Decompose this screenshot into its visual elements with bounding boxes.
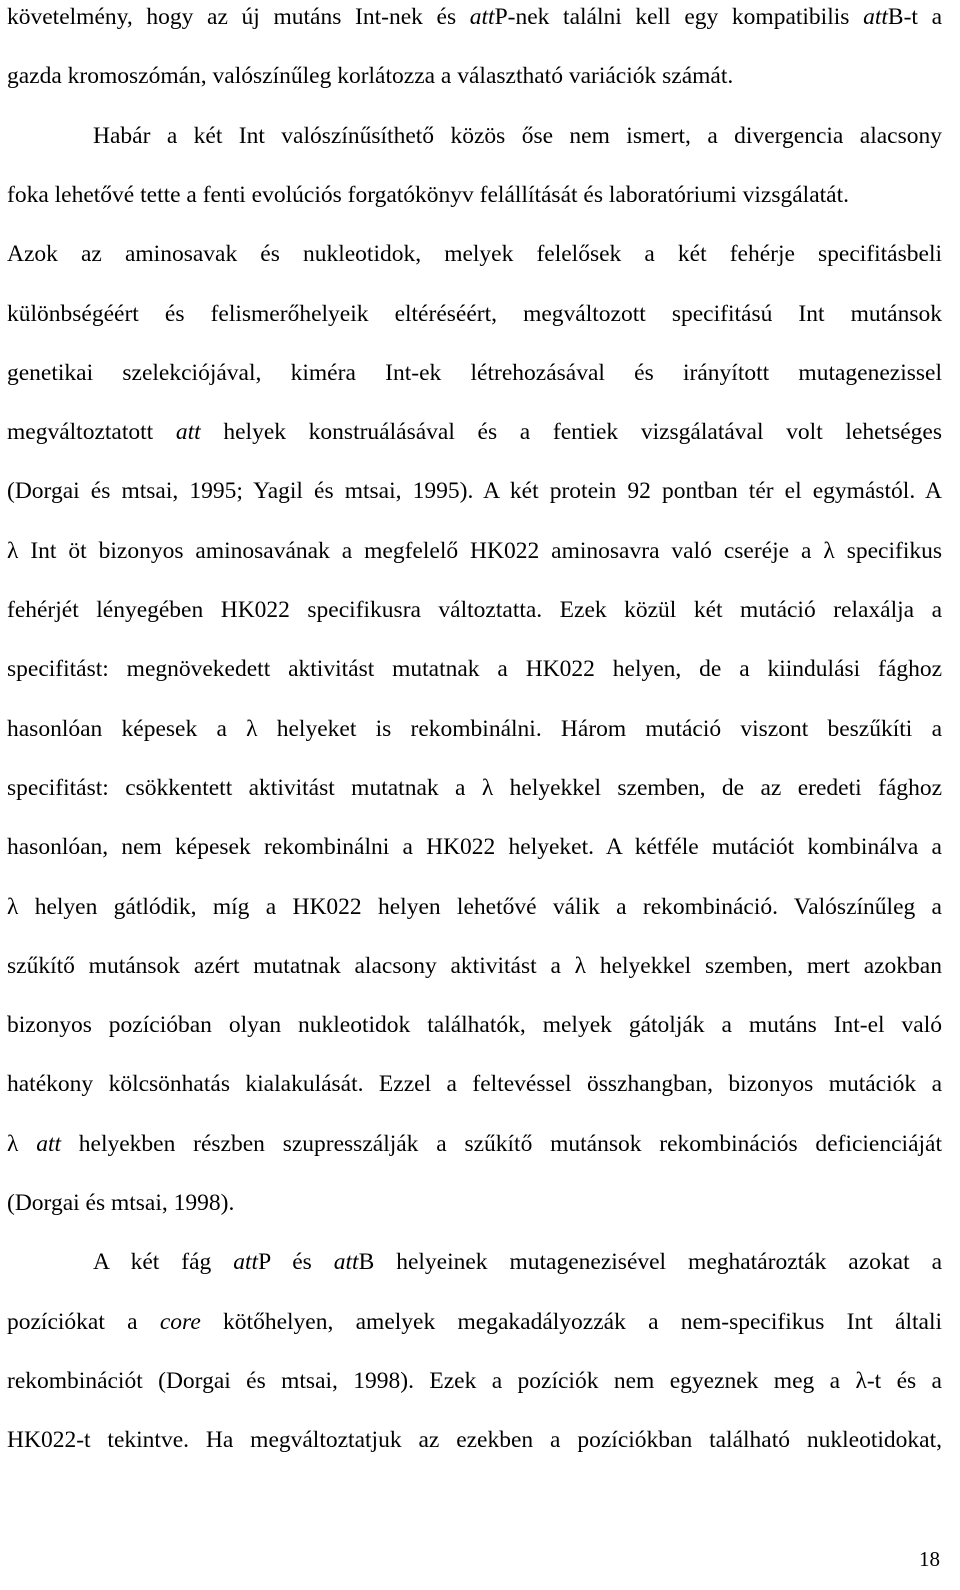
text-segment: bizonyos pozícióban olyan nukleotidok találhatók, melyek gátolják a mutáns Int-el való <box>7 1012 942 1039</box>
text-segment: helyek konstruálásával és a fentiek vizsgálatával volt lehetséges <box>200 419 942 446</box>
text-segment: λ helyen gátlódik, míg a HK022 helyen lehetővé válik a rekombináció. Valószínűleg a <box>7 893 942 920</box>
text-segment: megváltoztatott <box>7 419 176 446</box>
text-line <box>7 1247 942 1277</box>
text-line <box>7 595 942 625</box>
italic-term: att <box>36 1130 61 1157</box>
text-segment: Habár a két Int valószínűsíthető közös őse nem ismert, a divergencia alacsony <box>93 122 942 149</box>
text-segment: követelmény, hogy az új mutáns Int-nek és <box>7 4 470 30</box>
text-segment: kötőhelyen, amelyek megakadályozzák a nem-specifikus Int általi <box>200 1308 942 1335</box>
text-line <box>7 358 942 388</box>
text-line <box>7 654 942 684</box>
text-line <box>7 180 942 210</box>
text-line <box>7 121 942 151</box>
text-line <box>7 1307 942 1337</box>
text-segment: gazda kromoszómán, valószínűleg korlátozza a választható variációk számát. <box>7 63 734 90</box>
text-segment: specifitást: megnövekedett aktivitást mutatnak a HK022 helyen, de a kiindulási fághoz <box>7 656 942 683</box>
italic-term: att <box>333 1249 359 1276</box>
text-segment: P-nek találni kell egy kompatibilis <box>494 4 864 30</box>
page-number: 18 <box>919 1547 940 1571</box>
text-line <box>7 714 942 744</box>
text-segment: B-t a <box>887 4 942 30</box>
text-segment: hasonlóan képesek a λ helyeket is rekombinálni. Három mutáció viszont beszűkíti a <box>7 715 942 742</box>
text-segment: B helyeinek mutagenezisével meghatározták azokat a <box>358 1249 942 1276</box>
text-segment: (Dorgai és mtsai, 1998). <box>7 1190 235 1216</box>
text-line <box>7 2 942 32</box>
text-segment: (Dorgai és mtsai, 1995; Yagil és mtsai, 1995). A két protein 92 pontban tér el egymástól. A <box>7 478 942 505</box>
text-line <box>7 1188 942 1218</box>
text-segment: λ Int öt bizonyos aminosavának a megfelelő HK022 aminosavra való cseréje a λ specifikus <box>7 537 942 564</box>
text-line <box>7 299 942 329</box>
text-segment: pozíciókat a <box>7 1308 160 1335</box>
text-segment: specifitást: csökkentett aktivitást mutatnak a λ helyekkel szemben, de az eredeti fághoz <box>7 774 942 801</box>
text-segment: szűkítő mutánsok azért mutatnak alacsony aktivitást a λ helyekkel szemben, mert azokban <box>7 952 942 979</box>
text-segment: különbségéért és felismerőhelyeik eltéréséért, megváltozott specifitású Int mutánsok <box>7 300 942 327</box>
text-line <box>7 832 942 862</box>
text-segment: HK022-t tekintve. Ha megváltoztatjuk az ezekben a pozíciókban található nukleotidokat, <box>7 1427 942 1454</box>
text-segment: A két fág <box>93 1249 234 1276</box>
text-line <box>7 536 942 566</box>
text-line <box>7 951 942 981</box>
text-line <box>7 1069 942 1099</box>
text-segment: hasonlóan, nem képesek rekombinálni a HK022 helyeket. A kétféle mutációt kombinálva a <box>7 834 942 861</box>
text-line <box>7 61 942 91</box>
text-line <box>7 476 942 506</box>
italic-term: att <box>175 419 201 446</box>
text-segment: foka lehetővé tette a fenti evolúciós forgatókönyv felállítását és laboratóriumi vizsgálatát. <box>7 181 850 208</box>
italic-term: att <box>863 4 888 30</box>
text-line <box>7 1129 942 1159</box>
text-segment: λ <box>7 1130 37 1157</box>
text-line <box>7 773 942 803</box>
text-segment: P és <box>258 1249 334 1276</box>
text-segment: Azok az aminosavak és nukleotidok, melyek felelősek a két fehérje specifitásbeli <box>7 241 942 268</box>
text-line <box>7 239 942 269</box>
text-line <box>7 1010 942 1040</box>
text-line <box>7 1425 942 1455</box>
text-line <box>7 417 942 447</box>
text-line <box>7 1366 942 1396</box>
text-segment: helyekben részben szupresszálják a szűkítő mutánsok rekombinációs deficienciáját <box>61 1130 942 1157</box>
text-segment: fehérjét lényegében HK022 specifikusra változtatta. Ezek közül két mutáció relaxálja a <box>7 597 942 623</box>
italic-term: att <box>469 4 495 30</box>
text-line <box>7 892 942 922</box>
text-segment: genetikai szelekciójával, kiméra Int-ek létrehozásával és irányított mutagenezissel <box>7 359 942 386</box>
italic-term: att <box>233 1249 259 1276</box>
italic-term: core <box>159 1308 201 1335</box>
text-segment: rekombinációt (Dorgai és mtsai, 1998). Ezek a pozíciók nem egyeznek meg a λ-t és a <box>7 1367 942 1394</box>
text-segment: hatékony kölcsönhatás kialakulását. Ezzel a feltevéssel összhangban, bizonyos mutációk a <box>7 1071 942 1098</box>
